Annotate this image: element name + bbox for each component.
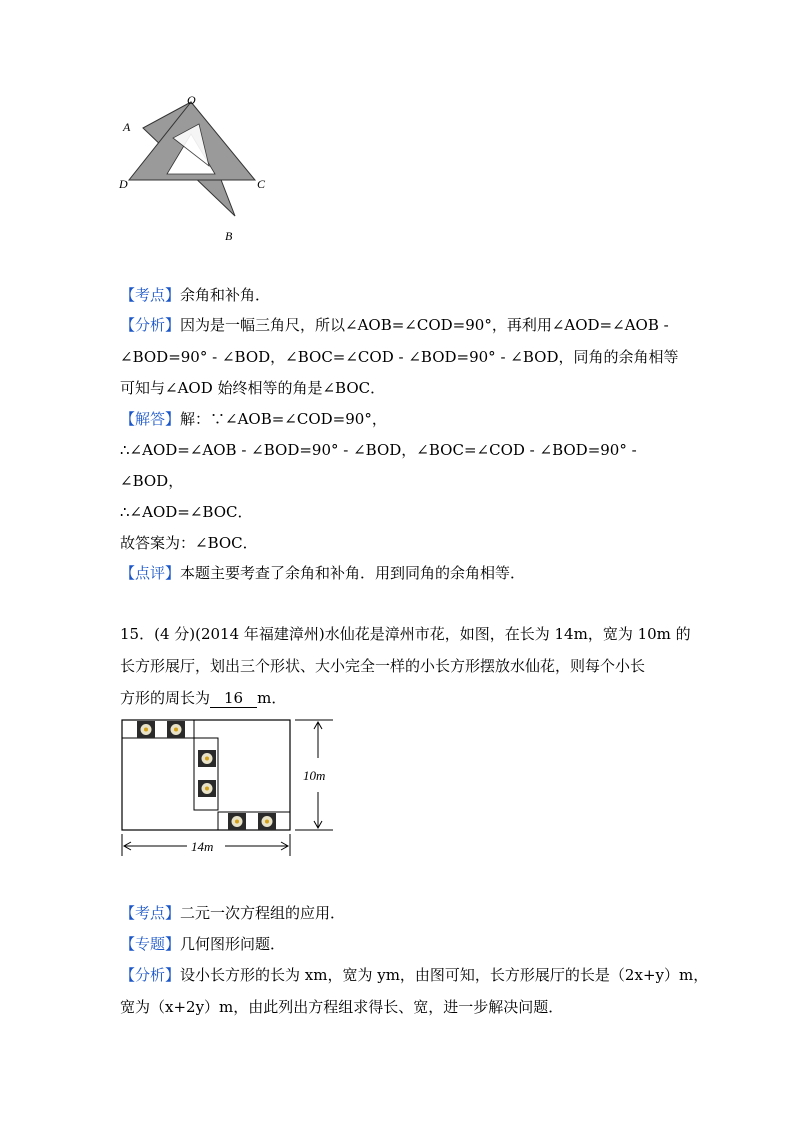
tag-kaodian: 【考点】 bbox=[120, 904, 181, 922]
q15-line3-after: m． bbox=[257, 689, 287, 707]
s14-jieda-line3: ∠BOD， bbox=[120, 472, 184, 490]
s14-kaodian bbox=[120, 285, 270, 305]
label-o: O bbox=[187, 94, 196, 107]
label-b: B bbox=[225, 229, 233, 243]
flower-icon bbox=[258, 813, 276, 830]
flower-icon bbox=[167, 721, 185, 738]
answer-blank: 16 bbox=[210, 689, 257, 708]
q15-line3 bbox=[120, 688, 286, 708]
s15-fenxi-line1 bbox=[120, 965, 708, 985]
s15-kaodian bbox=[120, 903, 345, 923]
s14-jieda-line4: ∴∠AOD=∠BOC． bbox=[120, 503, 253, 521]
q15-line1: 15．(4 分)(2014 年福建漳州)水仙花是漳州市花，如图，在长为 14m，宽为 10m 的 bbox=[120, 625, 691, 643]
s14-dianping bbox=[120, 563, 525, 583]
flower-icon bbox=[228, 813, 246, 830]
s14-fenxi-line3: 可知与∠AOD 始终相等的角是∠BOC． bbox=[120, 379, 386, 397]
s15-fenxi-text1: 设小长方形的长为 xm，宽为 ym，由图可知，长方形展厅的长是（2x+y）m， bbox=[180, 966, 709, 984]
height-label: 10m bbox=[303, 768, 326, 783]
exhibition-hall-figure bbox=[115, 714, 355, 859]
s14-jieda-line1 bbox=[120, 409, 387, 429]
flower-icon bbox=[137, 721, 155, 738]
label-d: D bbox=[119, 177, 128, 191]
tag-kaodian: 【考点】 bbox=[120, 286, 181, 304]
s14-fenxi-line1 bbox=[120, 315, 669, 335]
s14-kaodian-text: 余角和补角． bbox=[180, 286, 271, 304]
flower-icon bbox=[198, 780, 216, 797]
flower-icon bbox=[198, 750, 216, 767]
tag-dianping: 【点评】 bbox=[120, 564, 181, 582]
s15-zhuanti bbox=[120, 934, 285, 954]
label-c: C bbox=[257, 177, 266, 191]
tag-fenxi: 【分析】 bbox=[120, 966, 181, 984]
q15-line3-before: 方形的周长为 bbox=[120, 689, 211, 707]
triangle-rulers-figure bbox=[115, 94, 285, 244]
tag-jieda: 【解答】 bbox=[120, 410, 181, 428]
s14-fenxi-line2: ∠BOD=90° - ∠BOD，∠BOC=∠COD - ∠BOD=90° - ∠BOD，同角的余角相等 bbox=[120, 348, 679, 366]
s14-dianping-text: 本题主要考查了余角和补角．用到同角的余角相等． bbox=[180, 564, 526, 582]
s14-jieda-line2: ∴∠AOD=∠AOB - ∠BOD=90° - ∠BOD，∠BOC=∠COD - ∠BOD=90° - bbox=[120, 441, 637, 459]
label-a: A bbox=[123, 120, 131, 134]
s15-fenxi-line2: 宽为（x+2y）m，由此列出方程组求得长、宽，进一步解决问题． bbox=[120, 998, 564, 1016]
tag-zhuanti: 【专题】 bbox=[120, 935, 181, 953]
s14-jieda-line5: 故答案为：∠BOC． bbox=[120, 534, 258, 552]
s14-fenxi-text1: 因为是一幅三角尺，所以∠AOB=∠COD=90°，再利用∠AOD=∠AOB - bbox=[180, 316, 669, 334]
s15-kaodian-text: 二元一次方程组的应用． bbox=[180, 904, 346, 922]
width-label: 14m bbox=[191, 839, 214, 854]
tag-fenxi: 【分析】 bbox=[120, 316, 181, 334]
q15-line2: 长方形展厅，划出三个形状、大小完全一样的小长方形摆放水仙花，则每个小长 bbox=[120, 657, 646, 675]
s14-jieda-text1: 解：∵∠AOB=∠COD=90°， bbox=[180, 410, 387, 428]
s15-zhuanti-text: 几何图形问题． bbox=[180, 935, 286, 953]
